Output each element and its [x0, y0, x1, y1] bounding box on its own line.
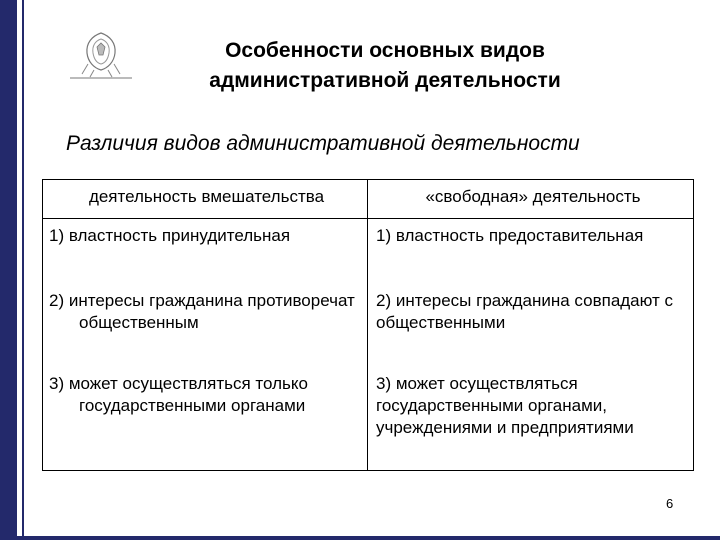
table-cell-row2-right: 2) интересы гражданина совпадают с общественными: [376, 291, 674, 332]
table-cell-row1-right: 1) властность предоставительная: [376, 226, 644, 245]
table-cell-row3-left: 3) может осуществляться только государственными органами: [49, 374, 308, 415]
table-header-right: «свободная» деятельность: [425, 187, 641, 206]
page-subtitle: Различия видов административной деятельности: [66, 132, 580, 155]
accent-bar: [0, 0, 17, 540]
emblem-icon: [70, 30, 132, 82]
accent-line: [22, 0, 24, 540]
table-header-divider: [42, 218, 694, 219]
bottom-border: [17, 536, 720, 540]
page-title-line-1: Особенности основных видов: [225, 39, 545, 62]
page-title-line-2: административной деятельности: [209, 69, 561, 92]
table-cell-row2-left: 2) интересы гражданина противоречат общественным: [49, 291, 355, 332]
table-cell-row3-right: 3) может осуществляться государственными органами, учреждениями и предприятиями: [376, 374, 634, 437]
table-cell-row1-left: 1) властность принудительная: [49, 226, 291, 245]
table-header-left: деятельность вмешательства: [88, 187, 325, 206]
page-title: [150, 36, 620, 96]
page-number: 6: [666, 496, 674, 511]
